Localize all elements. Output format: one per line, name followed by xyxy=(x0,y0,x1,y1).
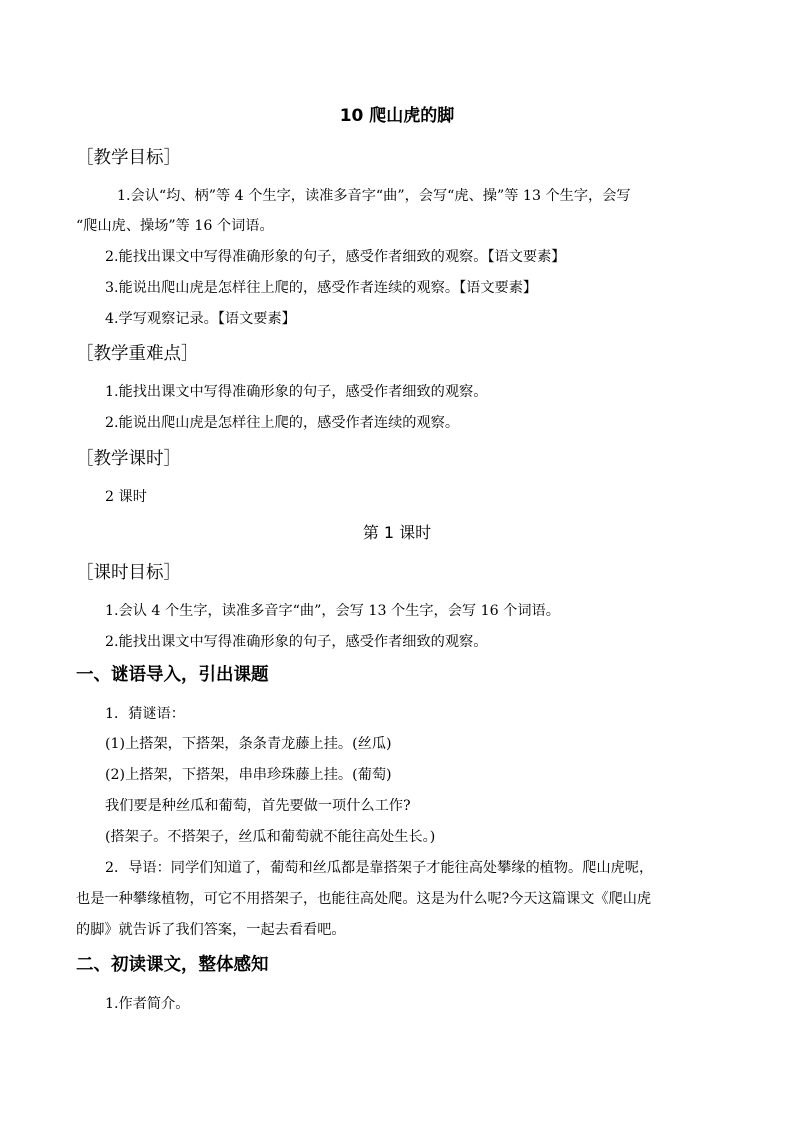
riddle-1: (1)上搭架，下搭架，条条青龙藤上挂。(丝瓜) xyxy=(105,736,392,752)
intro-paragraph-line-1: 2．导语：同学们知道了，葡萄和丝瓜都是靠搭架子才能往高处攀缘的植物。爬山虎呢， xyxy=(105,860,654,876)
riddle-2: (2)上搭架，下搭架，串串珍珠藤上挂。(葡萄) xyxy=(105,767,392,783)
section-2-item-1: 1.作者简介。 xyxy=(105,996,190,1012)
intro-paragraph-line-3: 的脚》就告诉了我们答案，一起去看看吧。 xyxy=(76,922,346,938)
question-line: 我们要是种丝瓜和葡萄，首先要做一项什么工作? xyxy=(105,798,411,814)
section-1-heading: 一、谜语导入，引出课题 xyxy=(76,665,269,685)
key-item-1: 1.能找出课文中写得准确形象的句子，感受作者细致的观察。 xyxy=(105,384,488,400)
answer-line: (搭架子。不搭架子，丝瓜和葡萄就不能往高处生长。) xyxy=(105,829,436,845)
heading-lesson-goals: ［课时目标］ xyxy=(76,563,181,583)
intro-paragraph-line-2: 也是一种攀缘植物，可它不用搭架子，也能往高处爬。这是为什么呢?今天这篇课文《爬山虎 xyxy=(76,891,652,907)
lesson-goal-2: 2.能找出课文中写得准确形象的句子，感受作者细致的观察。 xyxy=(105,634,488,650)
heading-teaching-goals: ［教学目标］ xyxy=(76,148,181,168)
page-title: 10 爬山虎的脚 xyxy=(339,106,455,126)
class-hours-value: 2 课时 xyxy=(105,489,147,505)
goal-item-1: 1.会认“均、柄”等 4 个生字，读准多音字“曲”，会写“虎、操”等 13 个生字，会写 xyxy=(117,188,631,204)
section-2-heading: 二、初读课文，整体感知 xyxy=(76,955,269,975)
heading-key-points: ［教学重难点］ xyxy=(76,344,199,364)
lesson-goal-1: 1.会认 4 个生字，读准多音字“曲”，会写 13 个生字，会写 16 个词语。 xyxy=(105,603,560,619)
section-1-item-1: 1．猜谜语： xyxy=(105,706,185,722)
goal-item-3: 3.能说出爬山虎是怎样往上爬的，感受作者连续的观察。【语文要素】 xyxy=(105,280,538,296)
heading-class-hours: ［教学课时］ xyxy=(76,449,181,469)
goal-item-2: 2.能找出课文中写得准确形象的句子，感受作者细致的观察。【语文要素】 xyxy=(105,249,566,265)
goal-item-4: 4.学写观察记录。【语文要素】 xyxy=(105,311,296,327)
key-item-2: 2.能说出爬山虎是怎样往上爬的，感受作者连续的观察。 xyxy=(105,415,460,431)
goal-item-1-cont: “爬山虎、操场”等 16 个词语。 xyxy=(76,218,274,234)
lesson-1-title: 第 1 课时 xyxy=(362,523,432,542)
